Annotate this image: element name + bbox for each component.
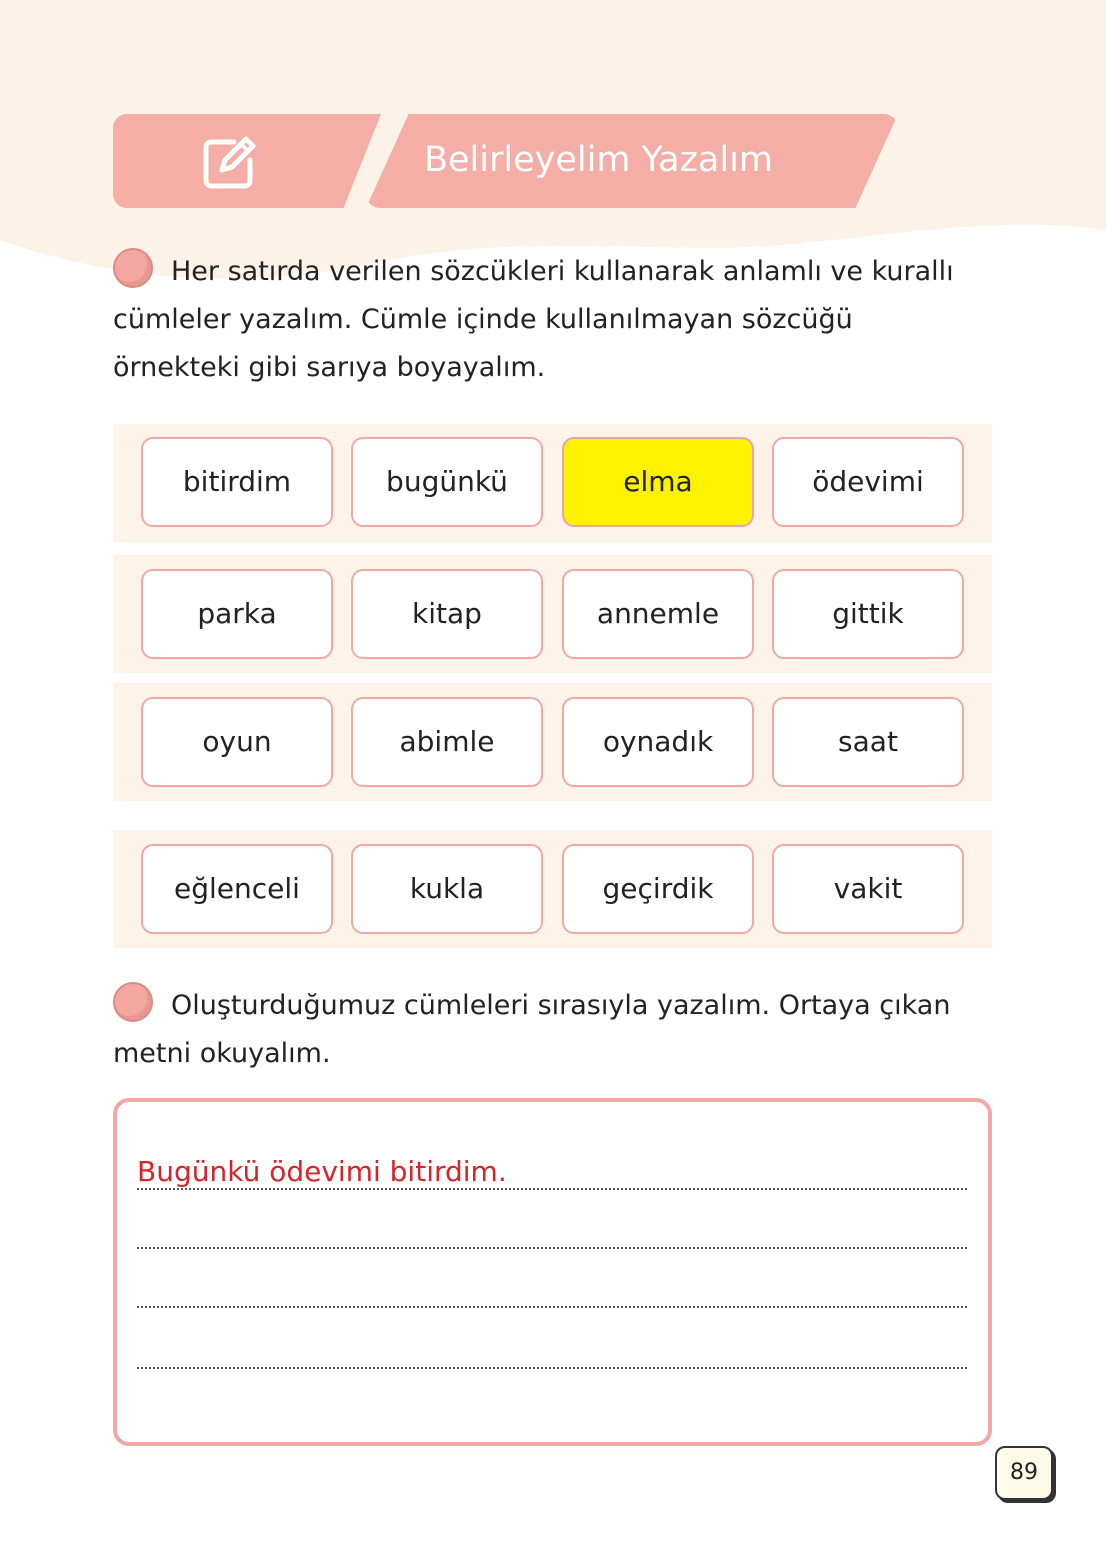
writing-area bbox=[113, 1098, 992, 1446]
word-box[interactable]: oyun bbox=[141, 697, 333, 787]
word-box[interactable]: kitap bbox=[351, 569, 543, 659]
word-box[interactable]: bitirdim bbox=[141, 437, 333, 527]
word-box[interactable]: abimle bbox=[351, 697, 543, 787]
instruction-2-text: Oluşturduğumuz cümleleri sırasıyla yazalım. Ortaya çıkan metni okuyalım. bbox=[113, 990, 951, 1069]
instruction-1-text: Her satırda verilen sözcükleri kullanarak anlamlı ve kurallı cümleler yazalım. Cümle içinde kullanılmayan sözcüğü örnekteki gibi sarıya boyayalım. bbox=[113, 256, 954, 383]
word-box[interactable]: annemle bbox=[562, 569, 754, 659]
instruction-1 bbox=[113, 248, 963, 392]
bullet-icon bbox=[113, 982, 153, 1022]
word-box[interactable]: bugünkü bbox=[351, 437, 543, 527]
word-box[interactable]: kukla bbox=[351, 844, 543, 934]
word-box-highlighted[interactable]: elma bbox=[562, 437, 754, 527]
edit-note-icon bbox=[200, 130, 260, 190]
instruction-2 bbox=[113, 982, 963, 1078]
word-box[interactable]: ödevimi bbox=[772, 437, 964, 527]
word-box[interactable]: saat bbox=[772, 697, 964, 787]
writing-line-1[interactable] bbox=[137, 1188, 967, 1190]
word-box[interactable]: geçirdik bbox=[562, 844, 754, 934]
word-box[interactable]: oynadık bbox=[562, 697, 754, 787]
page-title: Belirleyelim Yazalım bbox=[424, 140, 773, 180]
word-box[interactable]: gittik bbox=[772, 569, 964, 659]
writing-line-4[interactable] bbox=[137, 1367, 967, 1369]
word-box[interactable]: eğlenceli bbox=[141, 844, 333, 934]
page-number: 89 bbox=[995, 1446, 1053, 1500]
writing-line-3[interactable] bbox=[137, 1306, 967, 1308]
bullet-icon bbox=[113, 248, 153, 288]
word-box[interactable]: vakit bbox=[772, 844, 964, 934]
writing-line-2[interactable] bbox=[137, 1247, 967, 1249]
word-box[interactable]: parka bbox=[141, 569, 333, 659]
example-sentence: Bugünkü ödevimi bitirdim. bbox=[137, 1155, 507, 1188]
